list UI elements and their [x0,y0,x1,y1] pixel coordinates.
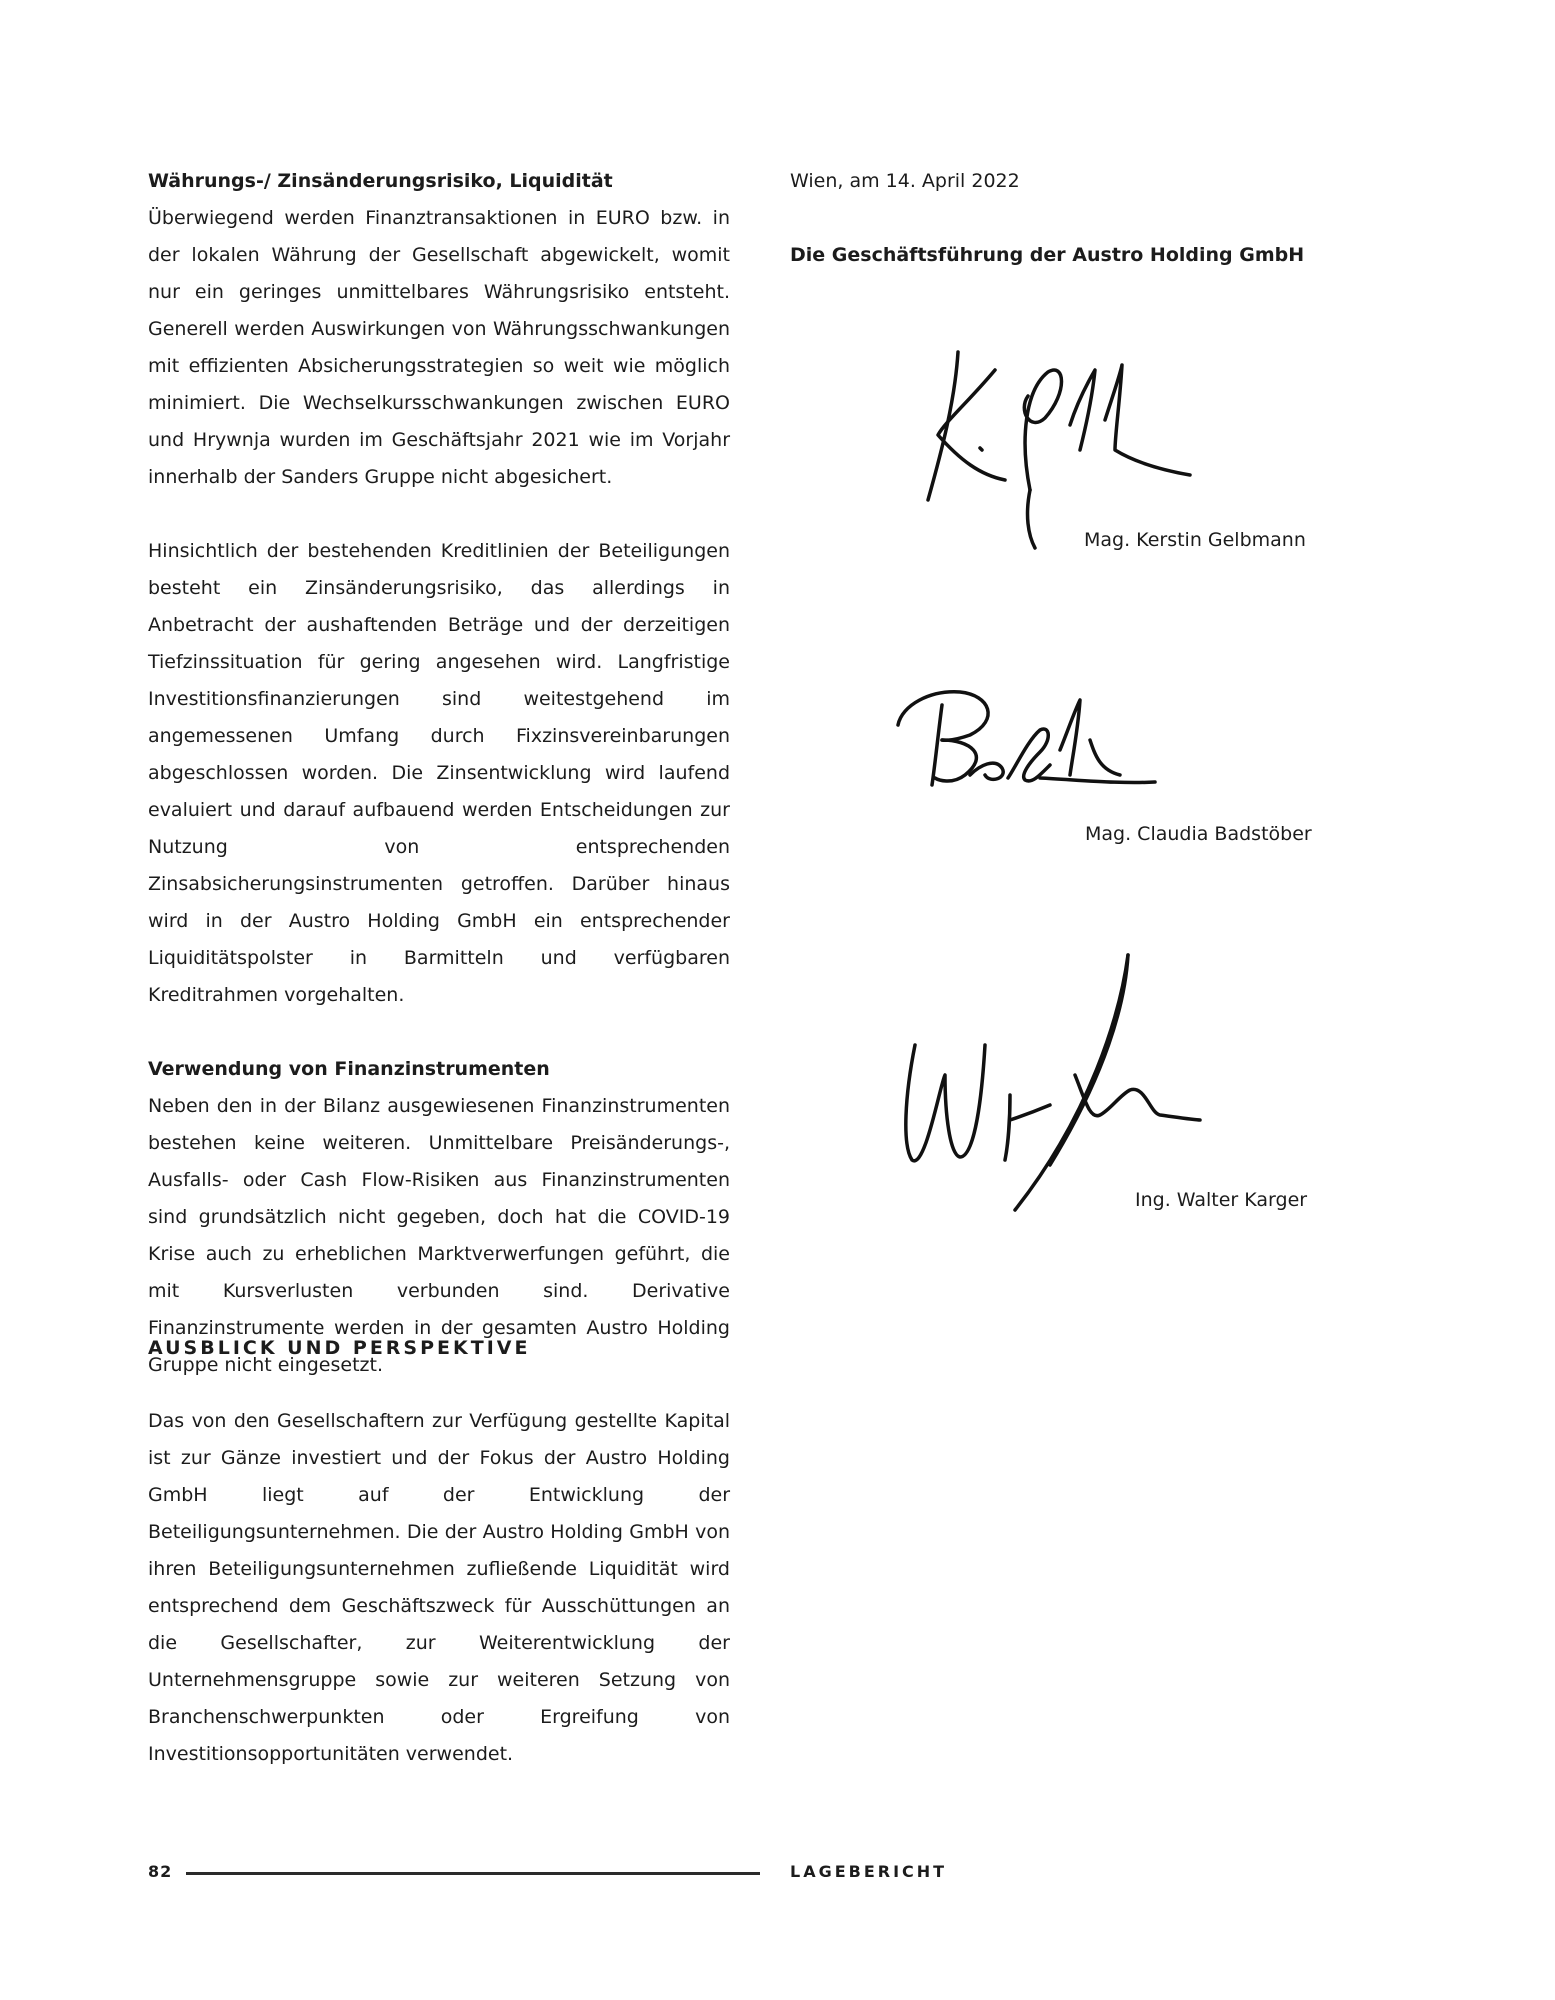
section-heading-currency-risk: Währungs-/ Zinsänderungsrisiko, Liquidität [148,170,613,192]
signature-badstoeber [890,680,1190,810]
right-column [790,163,1350,274]
footer-rule [186,1872,760,1875]
signatory-name-badstoeber: Mag. Claudia Badstöber [1085,823,1312,845]
management-heading: Die Geschäftsführung der Austro Holding GmbH [790,244,1305,266]
outlook-text-block [148,1403,730,1773]
paragraph-outlook: Das von den Gesellschaftern zur Verfügung gestellte Kapital ist zur Gänze investiert und der Fokus der Austro Holding GmbH liegt auf der Entwicklung der Beteiligungsunternehmen. Die der Austro Holding GmbH von ihren Beteiligungsunternehmen zufließende Liquidität wird entsprechend dem Geschäftszweck für Ausschüttungen an die Gesellschafter, zur Weiterentwicklung der Unternehmensgruppe sowie zur weiteren Setzung von Branchenschwerpunkten oder Ergreifung von Investitionsopportunitäten verwendet. [148,1410,730,1765]
paragraph-financial-instruments: Neben den in der Bilanz ausgewiesenen Finanzinstrumenten bestehen keine weiteren. Unmittelbare Preisänderungs-, Ausfalls- oder Cash Flow-Risiken aus Finanzinstrumenten sind grundsätzlich nicht gegeben, doch hat die COVID-19 Krise auch zu erheblichen Marktverwerfungen geführt, die mit Kursverlusten verbunden sind. Derivative Finanzinstrumente werden in der gesamten Austro Holding Gruppe nicht eingesetzt. [148,1095,730,1376]
page-number: 82 [148,1862,173,1881]
left-column [148,163,730,1384]
footer-section-label: LAGEBERICHT [790,1862,948,1881]
signatory-name-gelbmann: Mag. Kerstin Gelbmann [1084,529,1306,551]
section-title-outlook: AUSBLICK UND PERSPEKTIVE [148,1337,531,1359]
paragraph-interest-risk: Hinsichtlich der bestehenden Kreditlinien der Beteiligungen besteht ein Zinsänderungsrisiko, das allerdings in Anbetracht der aushaftenden Beträge und der derzeitigen Tiefzinssituation für gering angesehen wird. Langfristige Investitionsfinanzierungen sind weitestgehend im angemessenen Umfang durch Fixzinsvereinbarungen abgeschlossen worden. Die Zinsentwicklung wird laufend evaluiert und darauf aufbauend werden Entscheidungen zur Nutzung von entsprechenden Zinsabsicherungsinstrumenten getroffen. Darüber hinaus wird in der Austro Holding GmbH ein entsprechender Liquiditätspolster in Barmitteln und verfügbaren Kreditrahmen vorgehalten. [148,540,730,1006]
spacer [148,496,730,533]
place-date: Wien, am 14. April 2022 [790,170,1020,192]
paragraph-currency-risk: Überwiegend werden Finanztransaktionen in EURO bzw. in der lokalen Währung der Gesellschaft abgewickelt, womit nur ein geringes unmittelbares Währungsrisiko entsteht. Generell werden Auswirkungen von Währungsschwankungen mit effizienten Absicherungsstrategien so weit wie möglich minimiert. Die Wechselkursschwankungen zwischen EURO und Hrywnja wurden im Geschäftsjahr 2021 wie im Vorjahr innerhalb der Sanders Gruppe nicht abgesichert. [148,207,730,488]
signature-gelbmann [900,340,1240,560]
section-heading-financial-instruments: Verwendung von Finanzinstrumenten [148,1058,550,1080]
spacer [148,1014,730,1051]
signatory-name-karger: Ing. Walter Karger [1135,1189,1308,1211]
signature-karger [890,945,1210,1225]
